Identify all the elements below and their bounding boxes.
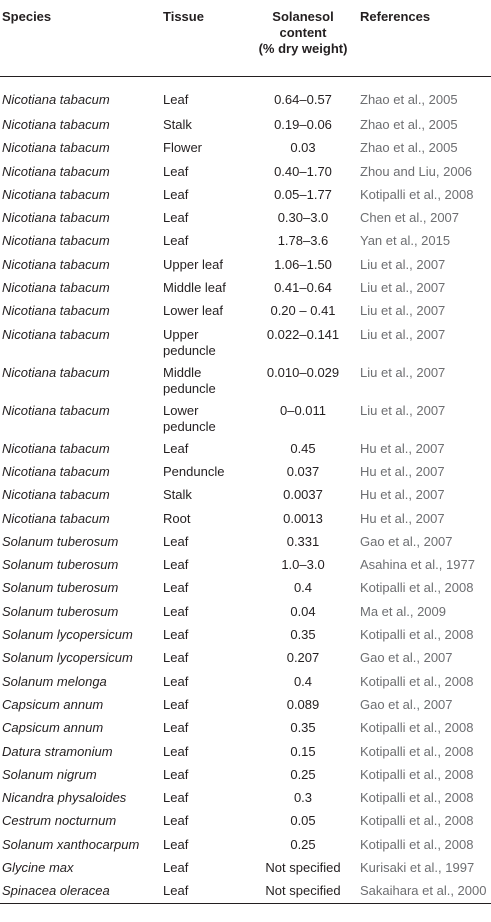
cell-tissue: Root xyxy=(163,510,191,526)
cell-solanesol-content: 1.78–3.6 xyxy=(277,233,329,249)
cell-reference: Asahina et al., 1977 xyxy=(360,557,475,573)
cell-reference: Zhao et al., 2005 xyxy=(360,91,458,107)
cell-tissue: Leaf xyxy=(163,720,189,736)
cell-species: Nicotiana tabacum xyxy=(2,510,110,526)
table-row xyxy=(0,324,491,362)
cell-tissue: Leaf xyxy=(163,813,189,829)
table-row xyxy=(0,764,491,787)
cell-reference: Liu et al., 2007 xyxy=(360,364,446,380)
table-row xyxy=(0,484,491,507)
cell-species: Nicotiana tabacum xyxy=(2,440,110,456)
cell-reference: Kotipalli et al., 2008 xyxy=(360,720,474,736)
cell-solanesol-content: 0.30–3.0 xyxy=(277,210,329,226)
cell-reference: Hu et al., 2007 xyxy=(360,487,445,503)
cell-species: Nicotiana tabacum xyxy=(2,326,110,342)
cell-tissue: Middle leaf xyxy=(163,280,226,296)
cell-species: Nicotiana tabacum xyxy=(2,140,110,156)
table-row xyxy=(0,834,491,857)
cell-reference: Liu et al., 2007 xyxy=(360,402,446,418)
table-row xyxy=(0,810,491,833)
cell-solanesol-content: 0.20 – 0.41 xyxy=(270,303,336,319)
cell-tissue: Upper peduncle xyxy=(163,326,216,358)
cell-solanesol-content: 0.05–1.77 xyxy=(274,186,332,202)
cell-reference: Yan et al., 2015 xyxy=(360,233,451,249)
table-row xyxy=(0,184,491,207)
cell-reference: Kotipalli et al., 2008 xyxy=(360,766,474,782)
cell-reference: Chen et al., 2007 xyxy=(360,210,460,226)
cell-solanesol-content: 0.3 xyxy=(293,790,313,806)
cell-species: Solanum melonga xyxy=(2,673,107,689)
cell-tissue: Leaf xyxy=(163,836,189,852)
cell-reference: Zhao et al., 2005 xyxy=(360,140,458,156)
cell-solanesol-content: 0.05 xyxy=(290,813,316,829)
cell-solanesol-content: 0.4 xyxy=(293,580,313,596)
cell-solanesol-content: 0.331 xyxy=(286,533,320,549)
cell-solanesol-content: 0.25 xyxy=(290,766,316,782)
cell-reference: Liu et al., 2007 xyxy=(360,280,446,296)
cell-reference: Kotipalli et al., 2008 xyxy=(360,673,474,689)
table-row xyxy=(0,400,491,438)
cell-species: Nicotiana tabacum xyxy=(2,233,110,249)
table-row xyxy=(0,207,491,230)
cell-species: Nicandra physaloides xyxy=(2,790,127,806)
header-tissue: Tissue xyxy=(163,0,248,76)
cell-species: Nicotiana tabacum xyxy=(2,117,110,132)
cell-reference: Kotipalli et al., 2008 xyxy=(360,580,474,596)
cell-species: Spinacea oleracea xyxy=(0,880,163,903)
cell-tissue: Flower xyxy=(163,140,203,156)
table-row xyxy=(0,76,491,114)
header-solanesol-content xyxy=(248,0,358,76)
table-row xyxy=(0,880,491,903)
cell-solanesol-content: 0.0013 xyxy=(283,510,323,526)
cell-tissue: Leaf xyxy=(163,696,189,712)
cell-species: Nicotiana tabacum xyxy=(2,210,110,226)
table-row xyxy=(0,857,491,880)
cell-species: Nicotiana tabacum xyxy=(2,256,110,272)
cell-species: Solanum nigrum xyxy=(2,766,97,782)
table-row xyxy=(0,647,491,670)
cell-tissue: Leaf xyxy=(163,91,189,107)
cell-species: Nicotiana tabacum xyxy=(2,364,110,380)
cell-reference: Liu et al., 2007 xyxy=(360,303,446,319)
cell-species: Datura stramonium xyxy=(2,743,113,759)
cell-reference: Kotipalli et al., 2008 xyxy=(360,836,474,852)
table-row xyxy=(0,787,491,810)
table-row xyxy=(0,277,491,300)
table-row xyxy=(0,161,491,184)
cell-solanesol-content: 0.010–0.029 xyxy=(266,364,340,380)
cell-species: Solanum lycopersicum xyxy=(2,627,133,643)
cell-solanesol-content: 0.19–0.06 xyxy=(274,117,332,132)
cell-solanesol-content: 0.40–1.70 xyxy=(274,163,332,179)
table-row xyxy=(0,300,491,323)
cell-species: Solanum tuberosum xyxy=(2,557,119,573)
cell-species: Nicotiana tabacum xyxy=(2,487,110,503)
cell-reference: Gao et al., 2007 xyxy=(360,533,453,549)
cell-solanesol-content: 0.35 xyxy=(290,627,316,643)
cell-solanesol-content: 0.4 xyxy=(293,673,313,689)
cell-reference: Liu et al., 2007 xyxy=(360,326,446,342)
cell-solanesol-content: 0.03 xyxy=(290,140,316,156)
cell-reference: Hu et al., 2007 xyxy=(360,510,445,526)
table-row xyxy=(0,624,491,647)
cell-solanesol-content: 1.06–1.50 xyxy=(274,256,332,272)
table-row xyxy=(0,671,491,694)
cell-species: Nicotiana tabacum xyxy=(2,91,110,107)
table-row xyxy=(0,461,491,484)
cell-solanesol-content: 0.41–0.64 xyxy=(274,280,332,296)
header-content-line3: (% dry weight) xyxy=(258,41,348,56)
cell-tissue: Leaf xyxy=(163,440,189,456)
cell-species: Solanum tuberosum xyxy=(2,580,119,596)
cell-reference: Gao et al., 2007 xyxy=(360,650,453,666)
cell-species: Capsicum annum xyxy=(2,696,104,712)
cell-solanesol-content: 0.022–0.141 xyxy=(266,326,340,342)
table-row xyxy=(0,508,491,531)
cell-species: Nicotiana tabacum xyxy=(2,280,110,296)
cell-reference: Kurisaki et al., 1997 xyxy=(360,860,475,876)
cell-tissue: Leaf xyxy=(163,233,189,249)
cell-tissue: Leaf xyxy=(163,766,189,782)
cell-species: Nicotiana tabacum xyxy=(2,402,110,418)
cell-species: Solanum lycopersicum xyxy=(2,650,133,666)
cell-tissue: Leaf xyxy=(163,603,189,619)
cell-tissue: Leaf xyxy=(163,210,189,226)
cell-species: Nicotiana tabacum xyxy=(2,186,110,202)
cell-solanesol-content: 0.25 xyxy=(290,836,316,852)
cell-tissue: Leaf xyxy=(163,880,248,903)
cell-reference: Zhao et al., 2005 xyxy=(360,117,458,132)
cell-solanesol-content: 0.089 xyxy=(286,696,320,712)
cell-tissue: Leaf xyxy=(163,580,189,596)
header-content-line2: content xyxy=(279,25,327,40)
cell-solanesol-content: 0–0.011 xyxy=(279,402,327,418)
cell-tissue: Leaf xyxy=(163,673,189,689)
table-row xyxy=(0,137,491,160)
table-row xyxy=(0,114,491,137)
cell-tissue: Leaf xyxy=(163,790,189,806)
table-row xyxy=(0,577,491,600)
table-row xyxy=(0,717,491,740)
cell-solanesol-content: 0.64–0.57 xyxy=(274,91,332,107)
cell-solanesol-content: 1.0–3.0 xyxy=(281,557,325,573)
table-row xyxy=(0,531,491,554)
header-references: References xyxy=(358,0,491,76)
cell-solanesol-content: 0.15 xyxy=(290,743,316,759)
cell-tissue: Leaf xyxy=(163,533,189,549)
cell-tissue: Middle peduncle xyxy=(163,364,216,396)
table-row xyxy=(0,601,491,624)
table-row xyxy=(0,438,491,461)
table-row xyxy=(0,254,491,277)
cell-tissue: Leaf xyxy=(163,650,189,666)
cell-species: Solanum tuberosum xyxy=(2,603,119,619)
table-row xyxy=(0,741,491,764)
table-header xyxy=(0,0,491,76)
cell-reference: Kotipalli et al., 2008 xyxy=(360,627,474,643)
cell-species: Nicotiana tabacum xyxy=(2,303,110,319)
cell-tissue: Leaf xyxy=(163,163,189,179)
cell-species: Nicotiana tabacum xyxy=(2,163,110,179)
cell-reference: Ma et al., 2009 xyxy=(360,603,446,619)
cell-species: Nicotiana tabacum xyxy=(2,463,110,479)
cell-reference: Kotipalli et al., 2008 xyxy=(360,790,474,806)
cell-species: Solanum tuberosum xyxy=(2,533,119,549)
cell-tissue: Lower peduncle xyxy=(163,402,216,434)
cell-solanesol-content: 0.207 xyxy=(286,650,320,666)
cell-species: Cestrum nocturnum xyxy=(2,813,117,829)
cell-reference: Kotipalli et al., 2008 xyxy=(360,813,474,829)
cell-species: Glycine max xyxy=(2,860,74,876)
header-row xyxy=(0,0,491,76)
cell-reference: Liu et al., 2007 xyxy=(360,256,446,272)
cell-reference: Kotipalli et al., 2008 xyxy=(360,743,474,759)
header-species: Species xyxy=(0,0,163,76)
cell-tissue: Leaf xyxy=(163,186,189,202)
cell-tissue: Leaf xyxy=(163,627,189,643)
table-row xyxy=(0,230,491,253)
cell-solanesol-content: 0.0037 xyxy=(283,487,323,503)
cell-solanesol-content: 0.35 xyxy=(290,720,316,736)
cell-reference: Sakaihara et al., 2000 xyxy=(358,880,491,903)
cell-solanesol-content: Not specified xyxy=(265,860,341,876)
table-row xyxy=(0,362,491,400)
cell-tissue: Lower leaf xyxy=(163,303,223,319)
cell-tissue: Stalk xyxy=(163,487,192,503)
cell-tissue: Stalk xyxy=(163,117,192,132)
cell-reference: Hu et al., 2007 xyxy=(360,440,445,456)
cell-tissue: Penduncle xyxy=(163,463,225,479)
cell-tissue: Upper leaf xyxy=(163,256,223,272)
cell-solanesol-content: Not specified xyxy=(248,880,358,903)
cell-reference: Zhou and Liu, 2006 xyxy=(360,163,473,179)
cell-solanesol-content: 0.45 xyxy=(290,440,316,456)
cell-tissue: Leaf xyxy=(163,743,189,759)
cell-solanesol-content: 0.04 xyxy=(290,603,316,619)
header-content-line1: Solanesol xyxy=(272,9,334,24)
cell-species: Solanum xanthocarpum xyxy=(2,836,140,852)
cell-solanesol-content: 0.037 xyxy=(286,463,320,479)
cell-reference: Kotipalli et al., 2008 xyxy=(360,186,474,202)
table-row xyxy=(0,694,491,717)
cell-tissue: Leaf xyxy=(163,557,189,573)
cell-species: Capsicum annum xyxy=(2,720,104,736)
table-row xyxy=(0,554,491,577)
cell-reference: Gao et al., 2007 xyxy=(360,696,453,712)
cell-tissue: Leaf xyxy=(163,860,189,876)
table-body xyxy=(0,76,491,904)
cell-reference: Hu et al., 2007 xyxy=(360,463,445,479)
